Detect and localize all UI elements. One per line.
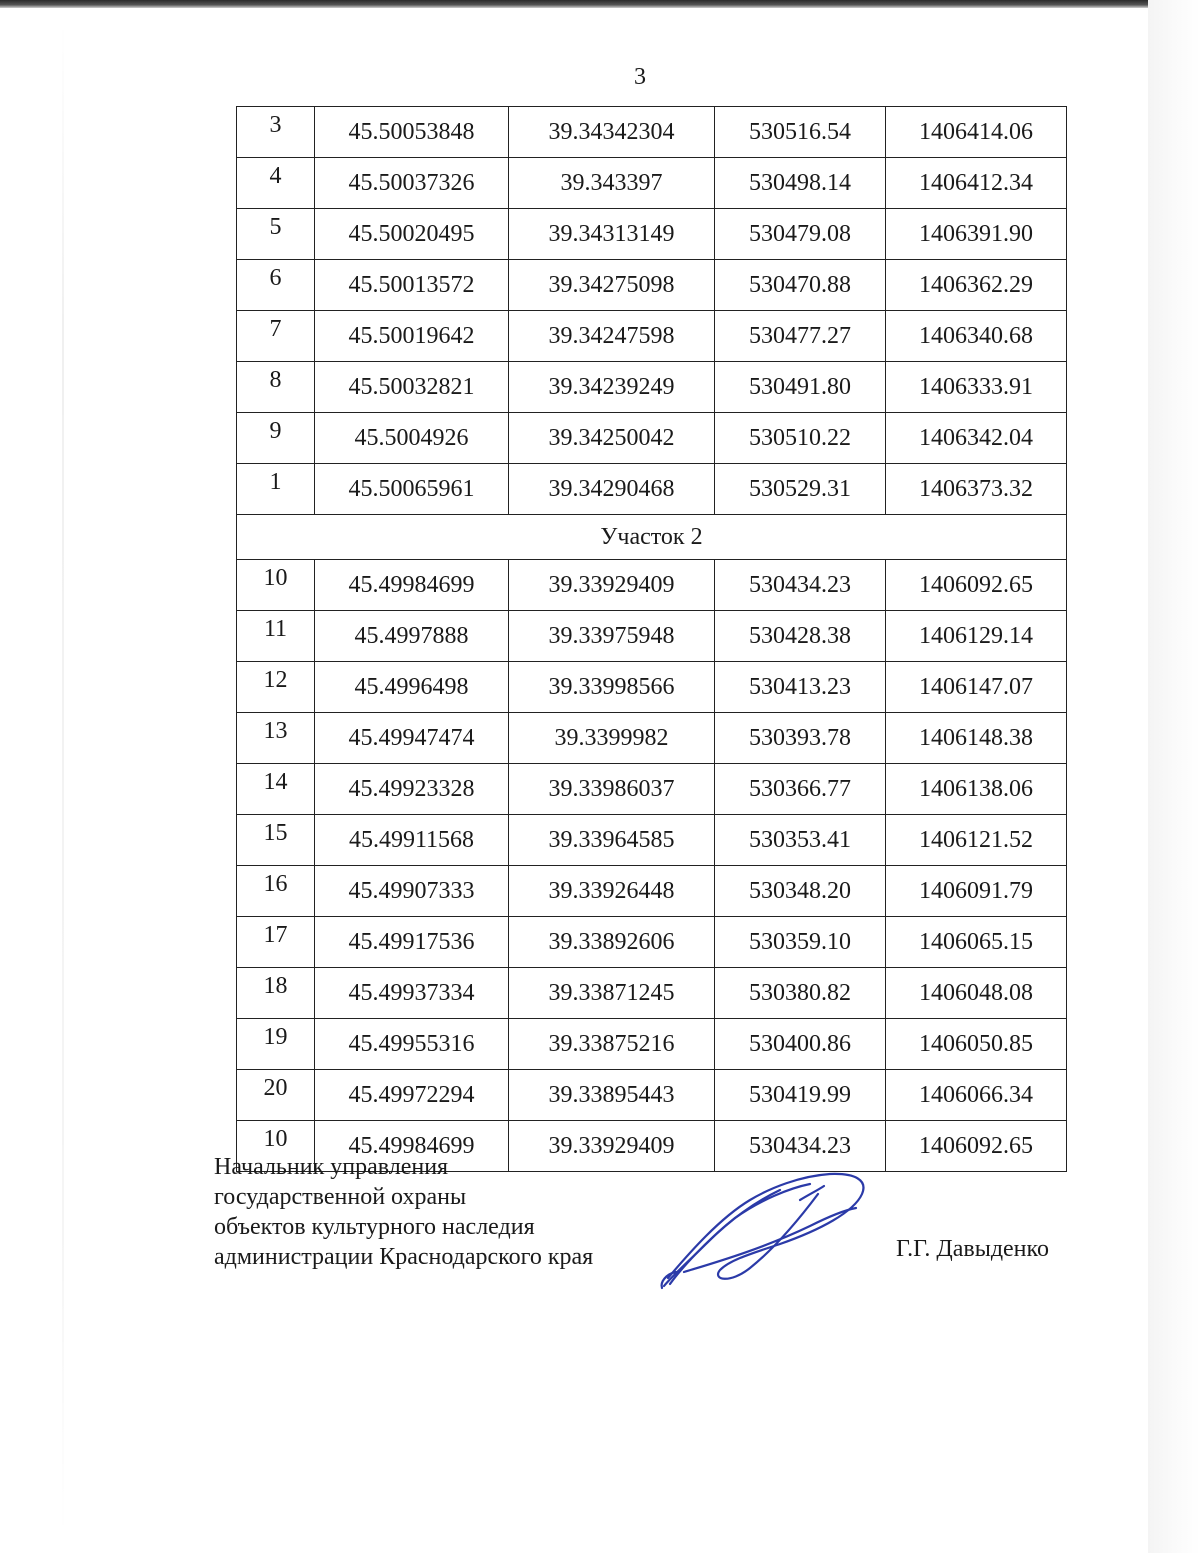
longitude-cell: 39.34313149: [509, 209, 715, 260]
point-number-cell: 8: [237, 362, 315, 413]
point-number-cell: 14: [237, 764, 315, 815]
signer-name: Г.Г. Давыденко: [896, 1236, 1049, 1262]
handwritten-signature: [650, 1160, 880, 1300]
point-number-cell: 9: [237, 413, 315, 464]
table-row: [237, 1019, 1067, 1070]
longitude-cell: 39.33998566: [509, 662, 715, 713]
point-number-cell: 17: [237, 917, 315, 968]
coord-y-cell: 1406412.34: [886, 158, 1067, 209]
point-number-cell: 5: [237, 209, 315, 260]
point-number-cell: 12: [237, 662, 315, 713]
coord-y-cell: 1406340.68: [886, 311, 1067, 362]
point-number-cell: 4: [237, 158, 315, 209]
latitude-cell: 45.49984699: [315, 1121, 509, 1172]
longitude-cell: 39.33871245: [509, 968, 715, 1019]
coord-x-cell: 530380.82: [715, 968, 886, 1019]
table-body-part-2: [237, 560, 1067, 1172]
longitude-cell: 39.33895443: [509, 1070, 715, 1121]
longitude-cell: 39.33926448: [509, 866, 715, 917]
coord-x-cell: 530491.80: [715, 362, 886, 413]
coord-y-cell: 1406342.04: [886, 413, 1067, 464]
latitude-cell: 45.49917536: [315, 917, 509, 968]
point-number-cell: 18: [237, 968, 315, 1019]
latitude-cell: 45.50013572: [315, 260, 509, 311]
table-row: [237, 311, 1067, 362]
longitude-cell: 39.3399982: [509, 713, 715, 764]
longitude-cell: 39.34250042: [509, 413, 715, 464]
coordinates-table: [236, 106, 1067, 1172]
longitude-cell: 39.34290468: [509, 464, 715, 515]
coord-y-cell: 1406147.07: [886, 662, 1067, 713]
latitude-cell: 45.50019642: [315, 311, 509, 362]
table-row: [237, 815, 1067, 866]
coord-x-cell: 530434.23: [715, 1121, 886, 1172]
point-number-cell: 7: [237, 311, 315, 362]
coord-y-cell: 1406092.65: [886, 1121, 1067, 1172]
longitude-cell: 39.33875216: [509, 1019, 715, 1070]
table-row: [237, 713, 1067, 764]
point-number-cell: 11: [237, 611, 315, 662]
table-row: [237, 209, 1067, 260]
coord-y-cell: 1406362.29: [886, 260, 1067, 311]
coord-y-cell: 1406148.38: [886, 713, 1067, 764]
longitude-cell: 39.34239249: [509, 362, 715, 413]
position-line: Начальник управления: [214, 1154, 449, 1180]
table-row: [237, 158, 1067, 209]
table-row: [237, 611, 1067, 662]
latitude-cell: 45.49907333: [315, 866, 509, 917]
coord-x-cell: 530359.10: [715, 917, 886, 968]
coord-x-cell: 530434.23: [715, 560, 886, 611]
point-number-cell: 15: [237, 815, 315, 866]
coord-y-cell: 1406048.08: [886, 968, 1067, 1019]
position-line: администрации Краснодарского края: [214, 1244, 594, 1270]
coord-y-cell: 1406333.91: [886, 362, 1067, 413]
section-label: Участок 2: [237, 515, 1067, 560]
coord-x-cell: 530477.27: [715, 311, 886, 362]
latitude-cell: 45.49972294: [315, 1070, 509, 1121]
latitude-cell: 45.50065961: [315, 464, 509, 515]
table-row: [237, 917, 1067, 968]
table-row: [237, 413, 1067, 464]
table-row: [237, 1070, 1067, 1121]
latitude-cell: 45.50020495: [315, 209, 509, 260]
coord-x-cell: 530428.38: [715, 611, 886, 662]
coord-y-cell: 1406391.90: [886, 209, 1067, 260]
table-row: [237, 560, 1067, 611]
coord-x-cell: 530479.08: [715, 209, 886, 260]
longitude-cell: 39.33975948: [509, 611, 715, 662]
coord-x-cell: 530348.20: [715, 866, 886, 917]
longitude-cell: 39.33964585: [509, 815, 715, 866]
scan-left-margin: [62, 20, 64, 1540]
latitude-cell: 45.4996498: [315, 662, 509, 713]
page-number: 3: [634, 64, 646, 90]
longitude-cell: 39.33929409: [509, 1121, 715, 1172]
latitude-cell: 45.49937334: [315, 968, 509, 1019]
longitude-cell: 39.33929409: [509, 560, 715, 611]
latitude-cell: 45.49923328: [315, 764, 509, 815]
coord-y-cell: 1406121.52: [886, 815, 1067, 866]
table-body-part-1: [237, 107, 1067, 515]
coord-x-cell: 530516.54: [715, 107, 886, 158]
signatory-position: [214, 1152, 593, 1272]
section-row: [237, 515, 1067, 560]
coord-y-cell: 1406092.65: [886, 560, 1067, 611]
latitude-cell: 45.4997888: [315, 611, 509, 662]
longitude-cell: 39.33892606: [509, 917, 715, 968]
coord-x-cell: 530366.77: [715, 764, 886, 815]
scan-right-margin: [1148, 0, 1200, 1553]
coord-y-cell: 1406373.32: [886, 464, 1067, 515]
table-row: [237, 260, 1067, 311]
latitude-cell: 45.49955316: [315, 1019, 509, 1070]
table-row: [237, 764, 1067, 815]
coord-x-cell: 530353.41: [715, 815, 886, 866]
point-number-cell: 13: [237, 713, 315, 764]
coord-y-cell: 1406050.85: [886, 1019, 1067, 1070]
table-row: [237, 662, 1067, 713]
point-number-cell: 10: [237, 560, 315, 611]
table-row: [237, 362, 1067, 413]
scan-top-edge: [0, 0, 1148, 8]
coord-x-cell: 530413.23: [715, 662, 886, 713]
latitude-cell: 45.50053848: [315, 107, 509, 158]
latitude-cell: 45.49947474: [315, 713, 509, 764]
longitude-cell: 39.34275098: [509, 260, 715, 311]
point-number-cell: 16: [237, 866, 315, 917]
longitude-cell: 39.343397: [509, 158, 715, 209]
table-section: [237, 515, 1067, 560]
coord-x-cell: 530393.78: [715, 713, 886, 764]
coord-y-cell: 1406091.79: [886, 866, 1067, 917]
latitude-cell: 45.5004926: [315, 413, 509, 464]
coord-y-cell: 1406066.34: [886, 1070, 1067, 1121]
coord-x-cell: 530498.14: [715, 158, 886, 209]
coord-x-cell: 530529.31: [715, 464, 886, 515]
latitude-cell: 45.49984699: [315, 560, 509, 611]
coord-x-cell: 530400.86: [715, 1019, 886, 1070]
latitude-cell: 45.49911568: [315, 815, 509, 866]
table-row: [237, 968, 1067, 1019]
coord-y-cell: 1406129.14: [886, 611, 1067, 662]
point-number-cell: 10: [237, 1121, 315, 1172]
position-line: объектов культурного наследия: [214, 1214, 535, 1240]
table-row: [237, 866, 1067, 917]
longitude-cell: 39.34247598: [509, 311, 715, 362]
point-number-cell: 3: [237, 107, 315, 158]
table-row: [237, 464, 1067, 515]
coord-x-cell: 530510.22: [715, 413, 886, 464]
position-line: государственной охраны: [214, 1184, 467, 1210]
point-number-cell: 1: [237, 464, 315, 515]
coord-x-cell: 530470.88: [715, 260, 886, 311]
coord-x-cell: 530419.99: [715, 1070, 886, 1121]
point-number-cell: 20: [237, 1070, 315, 1121]
coord-y-cell: 1406065.15: [886, 917, 1067, 968]
longitude-cell: 39.34342304: [509, 107, 715, 158]
latitude-cell: 45.50037326: [315, 158, 509, 209]
point-number-cell: 19: [237, 1019, 315, 1070]
point-number-cell: 6: [237, 260, 315, 311]
coord-y-cell: 1406414.06: [886, 107, 1067, 158]
table-row: [237, 107, 1067, 158]
coord-y-cell: 1406138.06: [886, 764, 1067, 815]
latitude-cell: 45.50032821: [315, 362, 509, 413]
longitude-cell: 39.33986037: [509, 764, 715, 815]
